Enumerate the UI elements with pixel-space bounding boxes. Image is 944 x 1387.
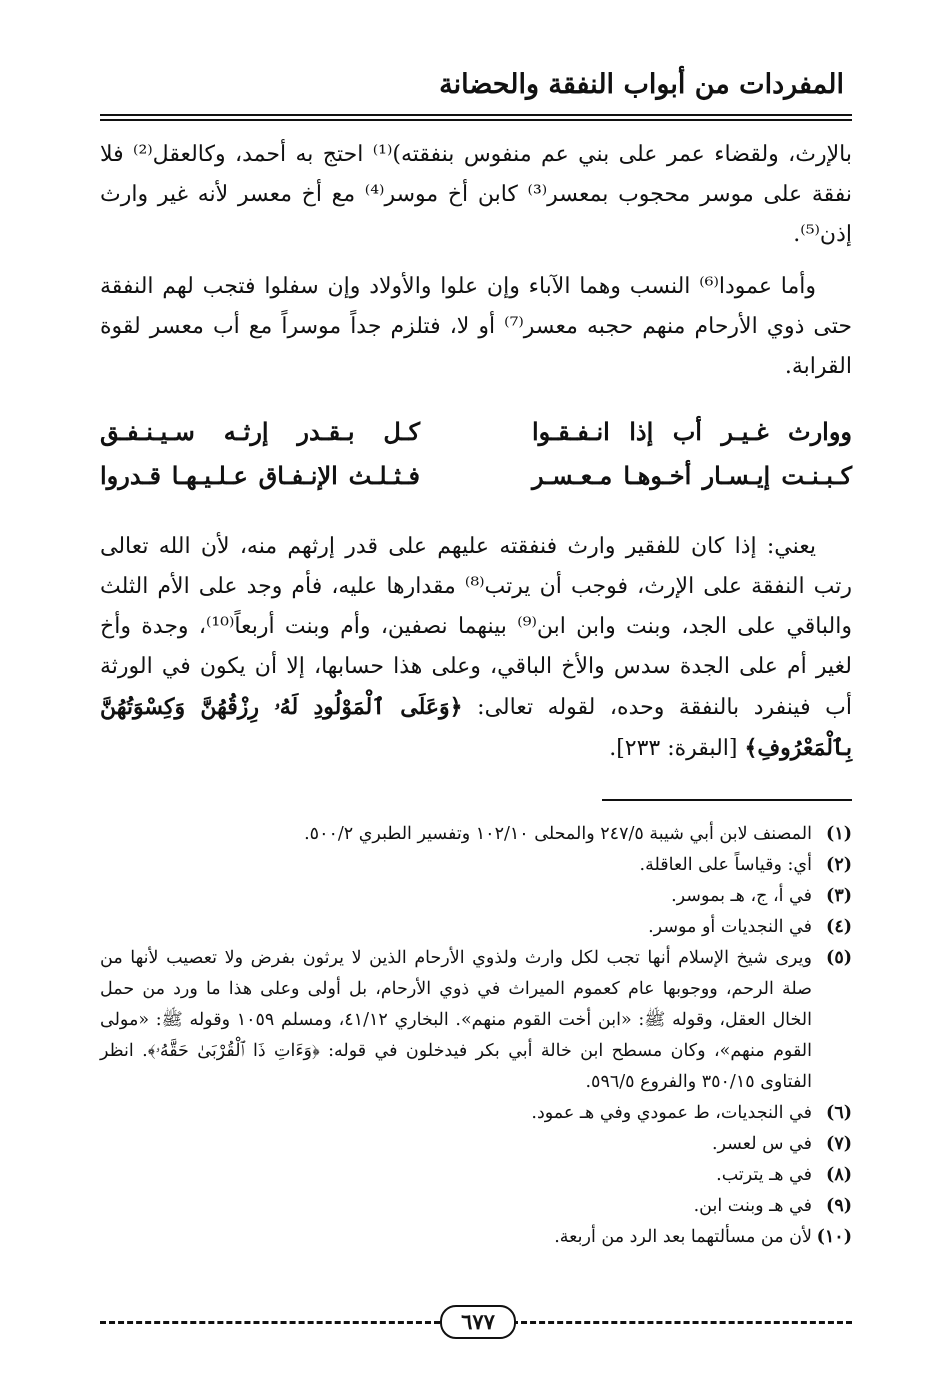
footnote xyxy=(100,819,852,850)
paragraph-2: وأما عمودا⁽⁶⁾ النسب وهما الآباء وإن علوا والأولاد وإن سفلوا فتجب لهم النفقة حتى ذوي الأرحام منهم حجبه معسر⁽⁷⁾ أو لا، فتلزم جداً موسراً مع أب معسر لقوة القرابة. xyxy=(100,274,852,379)
page-footer xyxy=(100,1305,852,1339)
footnote xyxy=(100,1222,852,1253)
footnote-number: (٤) xyxy=(826,917,852,937)
footnote xyxy=(100,850,852,881)
footnote-text: في النجديات، ط عمودي وفي هـ عمود. xyxy=(531,1103,812,1123)
page-number: ٦٧٧ xyxy=(440,1305,516,1339)
paragraph-3 xyxy=(100,527,852,769)
verse-first-hemistich: ووارث غـيـر أب إذا انـفـقـوا xyxy=(532,416,852,446)
footnote-text: في النجديات أو موسر. xyxy=(648,917,812,937)
footnote xyxy=(100,912,852,943)
footnote xyxy=(100,1191,852,1222)
footnote xyxy=(100,1098,852,1129)
footnote xyxy=(100,1160,852,1191)
footnote-separator xyxy=(602,799,852,801)
footer-dashed-line-left xyxy=(100,1321,440,1324)
footnote-text: في هـ وبنت ابن. xyxy=(693,1196,812,1216)
footnote-number: (١٠) xyxy=(816,1227,852,1247)
footnote-number: (٦) xyxy=(826,1103,852,1123)
quran-verse: ﴿وَعَلَى ٱلْمَوْلُودِ لَهُۥ رِزْقُهُنَّ وَكِسْوَتُهُنَّ بِٱلْمَعْرُوفِ﴾ xyxy=(100,694,852,761)
verse-second-hemistich: فـثـلـث الإنـفـاق عـلـيـهـا قـدروا xyxy=(100,460,420,490)
page xyxy=(100,62,852,1253)
footnote-number: (٢) xyxy=(826,855,852,875)
verse-line xyxy=(100,453,852,497)
footnote-number: (٣) xyxy=(826,886,852,906)
footnote-text: في هـ يترتب. xyxy=(716,1165,812,1185)
paragraph-1: بالإرث، ولقضاء عمر على بني عم منفوس بنفقته)⁽¹⁾ احتج به أحمد، وكالعقل⁽²⁾ فلا نفقة على موسر محجوب بمعسر⁽³⁾ كابن أخ موسر⁽⁴⁾ مع أخ معسر لأنه غير وارث إذن⁽⁵⁾. xyxy=(100,142,852,247)
footnote-number: (٩) xyxy=(826,1196,852,1216)
footnote-text: أي: وقياساً على العاقلة. xyxy=(639,855,812,875)
footnote xyxy=(100,943,852,1098)
header-rule xyxy=(100,114,852,121)
footnote-number: (٥) xyxy=(826,948,852,968)
footnote-text: في أ، ج، هـ بموسر. xyxy=(671,886,812,906)
footnote-number: (٧) xyxy=(826,1134,852,1154)
footnote-number: (٨) xyxy=(826,1165,852,1185)
running-header: المفردات من أبواب النفقة والحضانة xyxy=(439,69,844,100)
paragraph-3-text: يعني: إذا كان للفقير وارث فنفقته عليهم على قدر إرثهم منه، لأن الله تعالى رتب النفقة على الإرث، فوجب أن يرتب⁽⁸⁾ مقدارها عليه، فأم وجد على الأم الثلث والباقي على الجد، وبنت وابن ابن⁽⁹⁾ بينهما نصفين، وأم وبنت أربعاً⁽¹⁰⁾، وجدة وأخ لغير أم على الجدة سدس والأخ الباقي، وعلى هذا حسابها، إلا أن يكون في الورثة أب فينفرد بالنفقة وحده، لقوله تعالى: xyxy=(100,534,852,720)
footer-dashed-line-right xyxy=(512,1321,852,1324)
footnote xyxy=(100,1129,852,1160)
verse-line xyxy=(100,409,852,453)
footnote xyxy=(100,881,852,912)
verse-second-hemistich: كـل بـقـدر إرثـه سـيـنـفـق xyxy=(100,416,420,446)
footnotes xyxy=(100,819,852,1253)
footnote-text: في س لعسر. xyxy=(711,1134,812,1154)
verse-first-hemistich: كـبـنـت إيـسـار أخـوهـا مـعـسـر xyxy=(532,460,852,490)
footnote-number: (١) xyxy=(826,824,852,844)
footnote-text: ويرى شيخ الإسلام أنها تجب لكل وارث ولذوي الأرحام الذين لا يرثون بفرض ولا تعصيب لأنها من صلة الرحم، ووجوبها عام كعموم الميراث في ذوي الأرحام، بل أولى وعلى هذا ما ورد من حمل الخال العقل، وقوله ﷺ: «ابن أخت القوم منهم». البخاري ٤١/١٢، ومسلم ١٠٥٩ وقوله ﷺ: «مولى القوم منهم»، وكان مسطح ابن خالة أبي بكر فيدخلون في قوله: ﴿وَءَاتِ ذَا ٱلْقُرْبَىٰ حَقَّهُۥ﴾. انظر الفتاوى ٣٥٠/١٥ والفروع ٥٩٦/٥. xyxy=(100,948,812,1092)
poem-verses xyxy=(100,409,852,497)
quran-reference: [البقرة: ٢٣٣]. xyxy=(609,736,738,761)
footnote-text: لأن من مسألتهما بعد الرد من أربعة. xyxy=(554,1227,812,1247)
footnote-text: المصنف لابن أبي شيبة ٢٤٧/٥ والمحلى ١٠٢/١٠ وتفسير الطبري ٥٠٠/٢. xyxy=(304,824,812,844)
